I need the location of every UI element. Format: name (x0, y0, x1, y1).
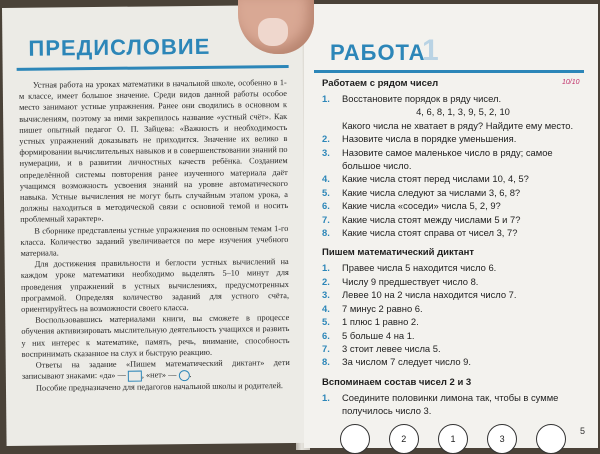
paragraph: Воспользовавшись материалами книги, вы сможете в процессе обучения активизировать мыслительную деятельность учащихся и развить у них интерес к математике, память, речь, внимание, способность воспринимать сказанное на слух и быструю реакцию. (21, 313, 290, 359)
list-item: 1. Соедините половинки лимона так, чтобы в сумме получилось число 3. (322, 391, 559, 417)
list-item: 3. Левее 10 на 2 числа находится число 7. (322, 289, 517, 301)
list-item: 2. Числу 9 предшествует число 8. (322, 275, 479, 287)
lemon-half-icon[interactable] (536, 424, 566, 454)
list-item: 1. Правее числа 5 находится число 6. (322, 262, 497, 274)
list-item: 2. Назовите числа в порядке уменьшения. (322, 133, 517, 145)
list-item: 7. 3 стоит левее числа 5. (322, 342, 441, 354)
list-item: 8. За числом 7 следует число 9. (322, 356, 471, 368)
work-title: РАБОТА (330, 40, 426, 65)
list-item: 6. 5 больше 4 на 1. (322, 329, 415, 341)
list-item: 5. 1 плюс 1 равно 2. (322, 316, 419, 328)
preface-title: ПРЕДИСЛОВИЕ (28, 33, 211, 61)
paragraph: Ответы на задание «Пишем математический диктант» дети записывают знаками: «да» — , «нет» — . (21, 358, 290, 382)
title-rule (17, 65, 289, 71)
lemon-half-icon[interactable]: 1 (438, 424, 468, 454)
lemon-half-icon[interactable]: 3 (487, 424, 517, 454)
list-item: 8. Какие числа стоят справа от чисел 3, 7? (322, 227, 518, 239)
paragraph: Пособие предназначено для педагогов начальной школы и родителей. (35, 380, 284, 393)
exercises (322, 78, 584, 454)
dictation-list (322, 261, 584, 368)
left-page (2, 5, 307, 446)
list-item: 6. Какие числа «соседи» числа 5, 2, 9? (322, 200, 501, 212)
section-heading: Пишем математический диктант (322, 247, 475, 259)
answer-legend-text: Ответы на задание «Пишем математический диктант» дети записывают знаками: «да» — (21, 358, 290, 382)
thumbnail-nail-image (258, 18, 288, 46)
section-heading: Вспоминаем состав чисел 2 и 3 (322, 376, 472, 388)
title-rule (314, 70, 584, 73)
work-number: 1 (422, 34, 439, 67)
exercise-list (322, 92, 584, 239)
list-item: 4. Какие числа стоят перед числами 10, 4, 5? (322, 173, 529, 185)
list-item: 5. Какие числа следуют за числами 3, 6, 8? (322, 186, 521, 198)
page-number: 5 (580, 426, 586, 436)
preface-body (19, 77, 290, 394)
composition-list (322, 391, 584, 418)
paragraph: В сборнике представлены устные упражнения по основным темам 1-го класса. Количество заданий увеличивается по мере изучения учебного материала. (20, 223, 289, 258)
list-item: 4, 6, 8, 1, 3, 9, 5, 2, 10 (416, 106, 510, 118)
list-item: Какого числа не хватает в ряду? Найдите ему место. (342, 119, 574, 131)
answer-no-text: , «нет» — (141, 370, 177, 380)
list-item: 4. 7 минус 2 равно 6. (322, 302, 423, 314)
list-item: 1. Восстановите порядок в ряду чисел. (322, 93, 502, 104)
handwritten-score: 10/10 (562, 79, 580, 86)
lemon-half-icon[interactable] (340, 424, 370, 454)
lemon-half-icon[interactable]: 2 (389, 424, 419, 454)
list-item: 7. Какие числа стоят между числами 5 и 7? (322, 213, 521, 225)
paragraph: Для достижения правильности и беглости устных вычислений на каждом уроке математики необходимо выделять 5–10 минут для проведения упражнений в устных вычислениях, предусмотренных программой. Определяя количество заданий для устного счёта, ориентируйтесь на возможности своего класса. (20, 257, 290, 314)
paragraph: Устная работа на уроках математики в начальной школе, особенно в 1-м классе, имеет большое значение. Среди видов данной работы особое место занимают устные упражнения. Ранее они сводились в основном к вычислениям, поэтому за ними закрепилось название «устный счёт». Как пишет опытный педагог О. П. Зайцева: «Важность и необходимость устных упражнений доказывать не приходится. Значение их велико в формировании вычислительных навыков и в совершенствовании знаний по нумерации, и в развитии личностных качеств ребёнка. Созданием определённой системы повторения ранее изученного материала даёт учащимся возможность усвоения знаний на уровне автоматического навыка. Устные вычисления не могут быть случайным этапом урока, а должны находиться в методической связи с основной темой и носить проблемный характер». (18, 78, 289, 225)
section-heading: Работаем с рядом чисел (322, 78, 439, 89)
list-item: 3. Назовите самое маленькое число в ряду; самое большое число. (322, 146, 553, 172)
circle-symbol-icon (178, 370, 189, 381)
lemon-row (322, 424, 584, 454)
square-symbol-icon (128, 370, 142, 381)
